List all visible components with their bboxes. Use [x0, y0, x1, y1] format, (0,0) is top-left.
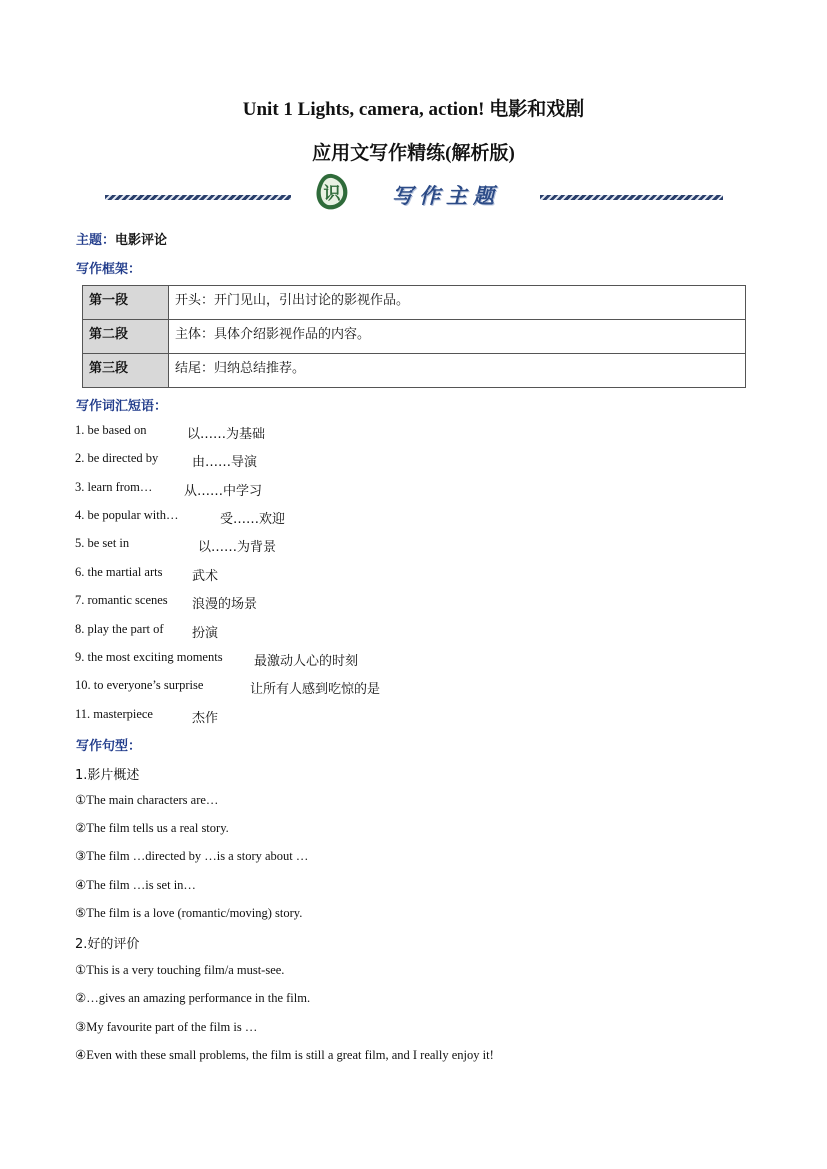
topic-label: 主题：	[76, 233, 116, 248]
content-cell: 结尾：归纳总结推荐。	[169, 354, 746, 388]
table-row	[83, 354, 746, 388]
banner-title: 写作主题	[392, 184, 500, 208]
group-heading	[75, 764, 139, 783]
badge-label: 识	[323, 184, 341, 204]
vocab-en: 11. masterpiece	[75, 707, 153, 721]
vocab-item	[75, 593, 258, 612]
vocab-cn: 受……欢迎	[220, 512, 286, 527]
vocab-en: 5. be set in	[75, 536, 130, 550]
group-heading-text: 2.好的评价	[75, 937, 140, 952]
table-row	[83, 320, 746, 354]
vocab-item	[75, 678, 381, 697]
sentence-item: ②The film tells us a real story.	[75, 821, 229, 835]
vocab-item	[75, 707, 219, 726]
vocab-cn: 武术	[192, 569, 219, 584]
vocab-item	[75, 508, 286, 527]
vocab-heading: 写作词汇短语：	[76, 399, 168, 414]
sentence-item: ④The film …is set in…	[75, 878, 196, 892]
sentences-heading: 写作句型：	[76, 739, 142, 754]
framework-heading: 写作框架：	[76, 262, 142, 277]
vocab-cn: 扮演	[192, 626, 219, 641]
sentence-item: ①This is a very touching film/a must-see.	[75, 963, 285, 977]
framework-table	[82, 285, 746, 388]
vocab-en: 8. play the part of	[75, 622, 164, 636]
vocab-cn: 从……中学习	[184, 484, 263, 499]
vocab-en: 10. to everyone’s surprise	[75, 678, 204, 692]
vocab-cn: 让所有人感到吃惊的是	[250, 682, 381, 697]
vocab-item	[75, 451, 258, 470]
vocab-en: 9. the most exciting moments	[75, 650, 223, 664]
segment-cell: 第二段	[83, 320, 169, 354]
badge-icon	[313, 172, 351, 212]
vocab-cn: 浪漫的场景	[192, 597, 258, 612]
sentence-item: ③The film …directed by …is a story about …	[75, 849, 309, 863]
page-subtitle: 应用文写作精练(解析版)	[312, 143, 515, 164]
vocab-item	[75, 622, 219, 641]
table-row	[83, 286, 746, 320]
segment-cell: 第三段	[83, 354, 169, 388]
page-title: Unit 1 Lights, camera, action! 电影和戏剧	[242, 99, 585, 120]
vocab-item	[75, 565, 219, 584]
content-cell: 开头：开门见山，引出讨论的影视作品。	[169, 286, 746, 320]
segment-cell: 第一段	[83, 286, 169, 320]
sentence-item: ⑤The film is a love (romantic/moving) story.	[75, 906, 303, 920]
group-heading-text: 1.影片概述	[75, 768, 140, 783]
vocab-en: 6. the martial arts	[75, 565, 163, 579]
vocab-cn: 以……为基础	[187, 427, 266, 442]
sentence-item: ①The main characters are…	[75, 793, 219, 807]
vocab-en: 1. be based on	[75, 423, 147, 437]
vocab-en: 2. be directed by	[75, 451, 159, 465]
vocab-item	[75, 480, 263, 499]
topic-heading	[76, 229, 167, 248]
content-cell: 主体：具体介绍影视作品的内容。	[169, 320, 746, 354]
vocab-cn: 由……导演	[192, 455, 258, 470]
group-heading	[75, 933, 139, 952]
vocab-cn: 最激动人心的时刻	[254, 654, 359, 669]
banner-stripe-left	[105, 195, 291, 200]
sentence-item: ③My favourite part of the film is …	[75, 1020, 258, 1034]
vocab-en: 4. be popular with…	[75, 508, 179, 522]
vocab-item	[75, 423, 266, 442]
sentence-item: ④Even with these small problems, the film is still a great film, and I really enjoy it!	[75, 1048, 494, 1062]
vocab-cn: 以……为背景	[198, 540, 277, 555]
banner-stripe-right	[540, 195, 723, 200]
sentence-item: ②…gives an amazing performance in the film.	[75, 991, 311, 1005]
vocab-cn: 杰作	[192, 711, 219, 726]
vocab-item	[75, 536, 277, 555]
vocab-en: 3. learn from…	[75, 480, 153, 494]
topic-value: 电影评论	[115, 233, 168, 248]
vocab-en: 7. romantic scenes	[75, 593, 168, 607]
vocab-item	[75, 650, 359, 669]
